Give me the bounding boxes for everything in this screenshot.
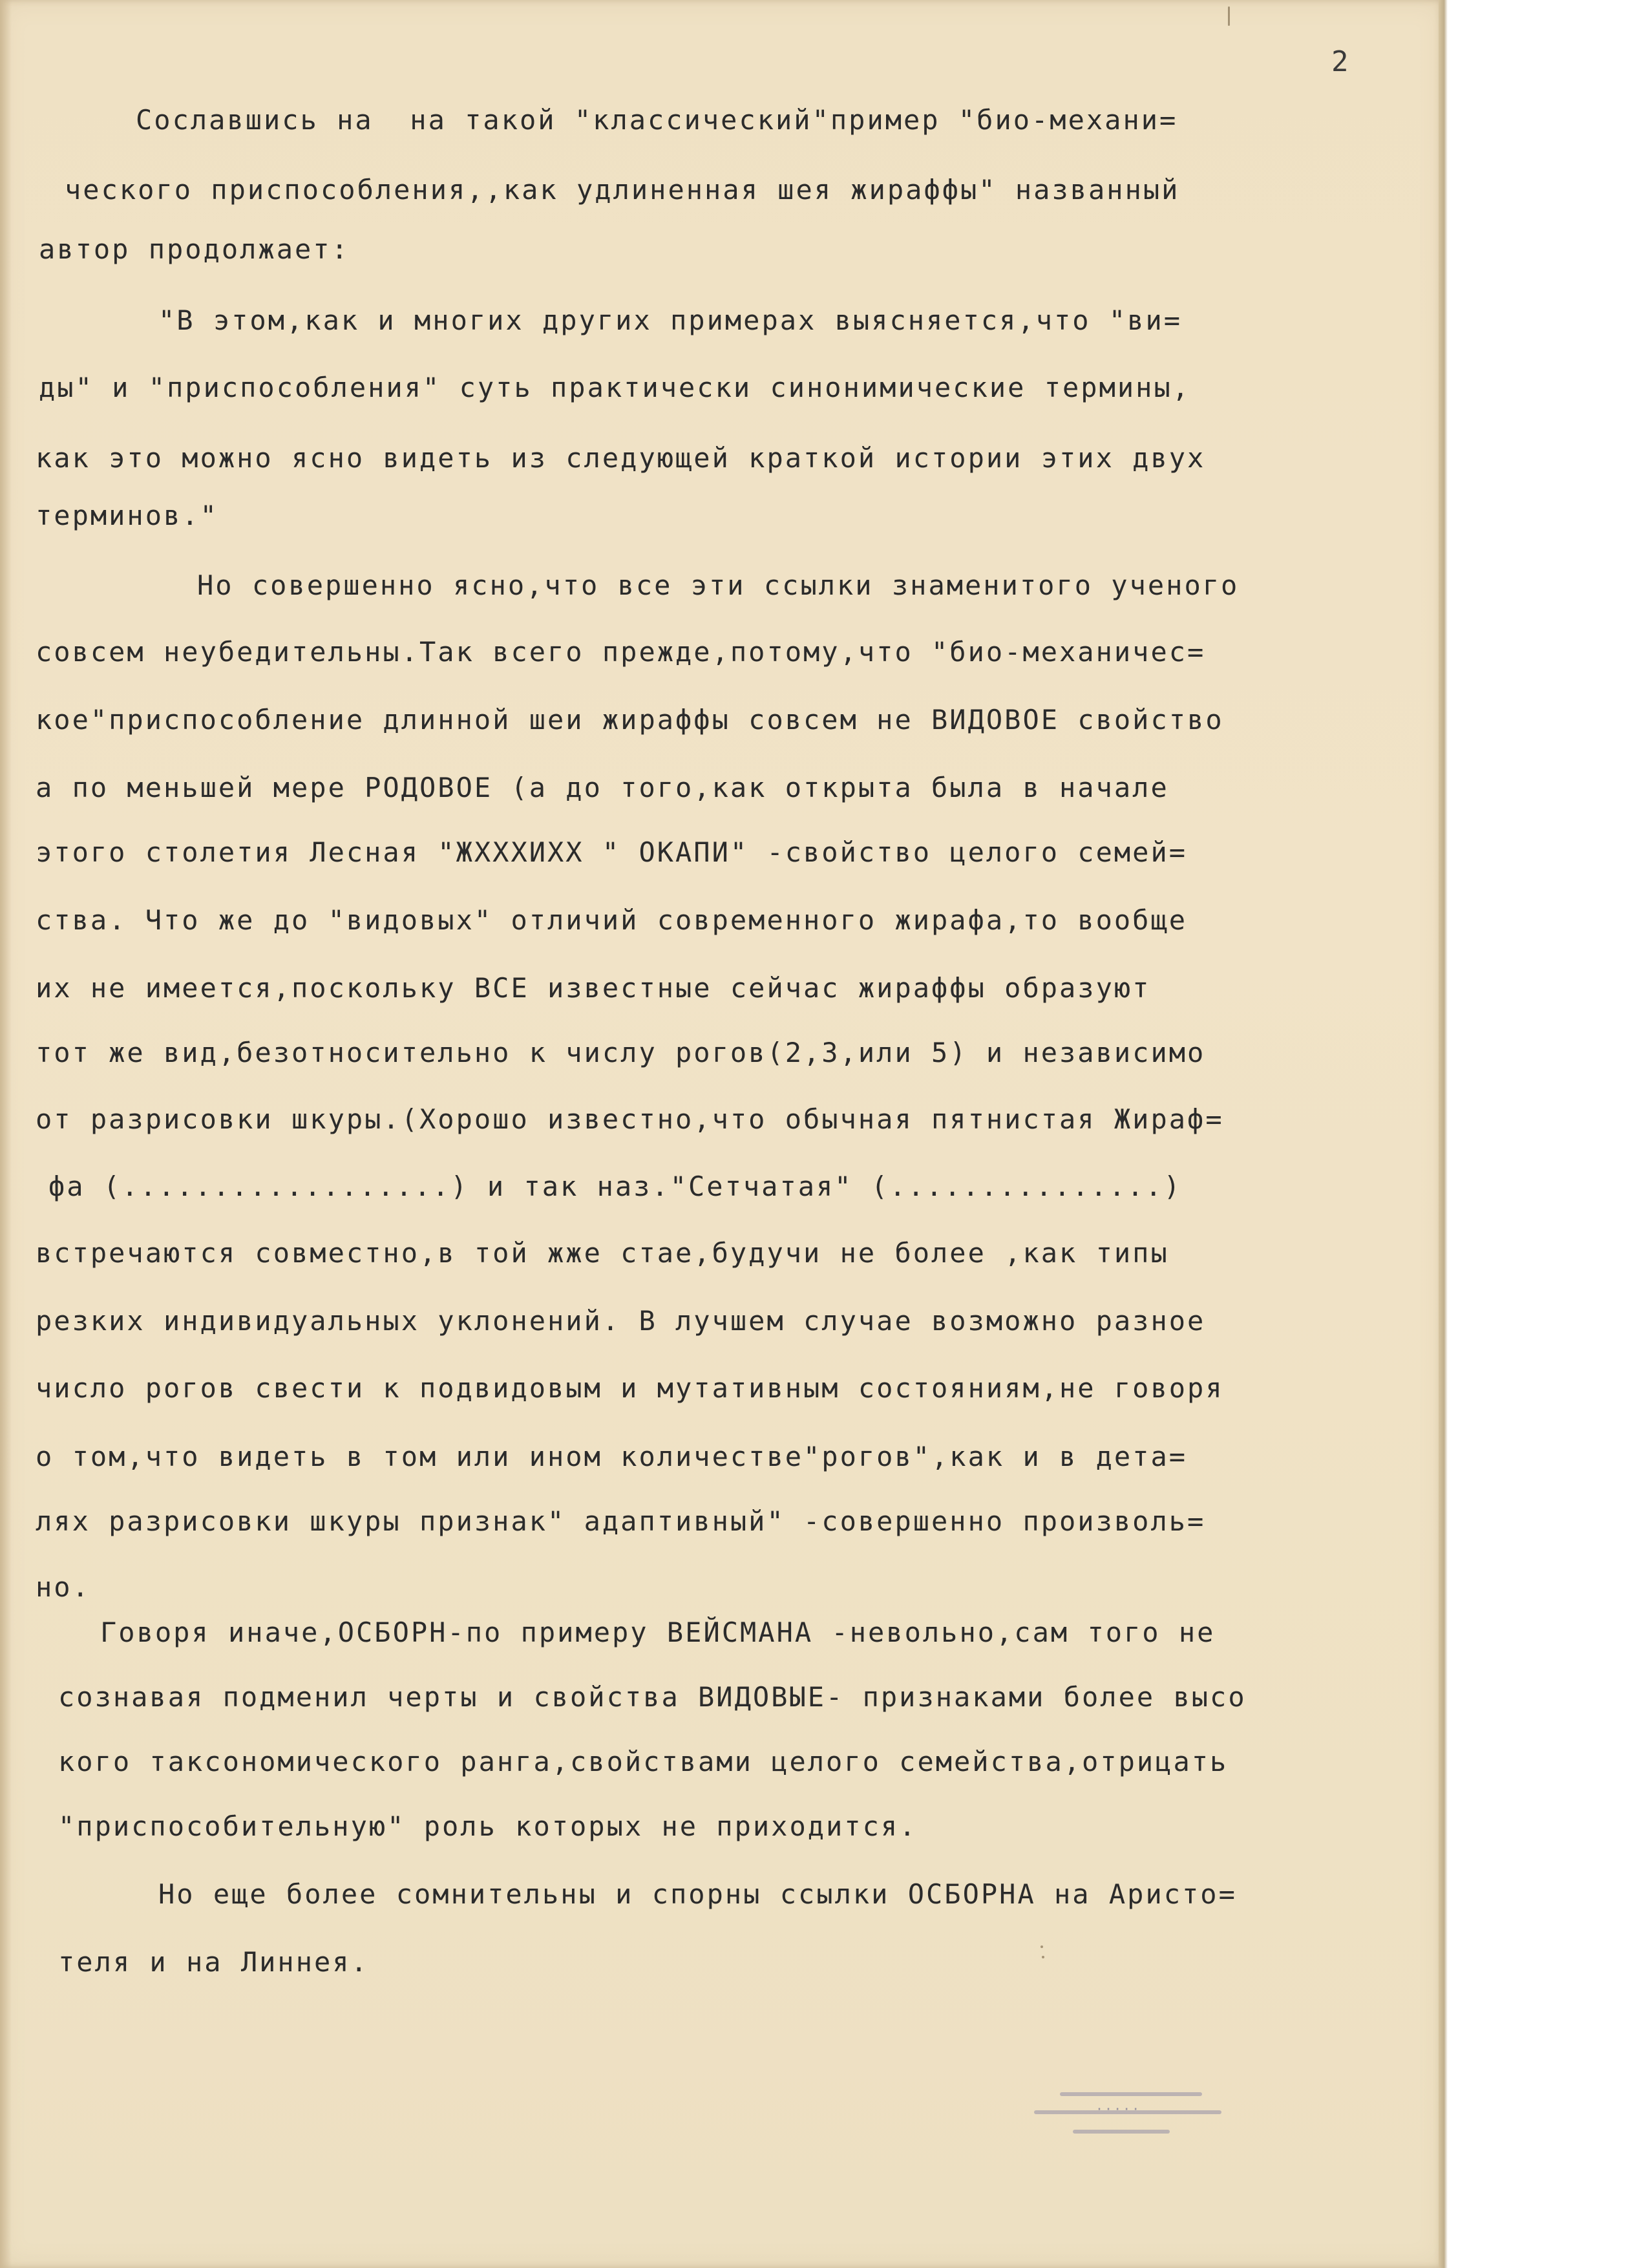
text-line: лях разрисовки шкуры признак" адаптивный" -совершенно произволь= (36, 1505, 1206, 1537)
text-line: ства. Что же до "видовых" отличий современного жирафа,то вообще (36, 904, 1188, 936)
text-line: резких индивидуальных уклонений. В лучшем случае возможно разное (36, 1305, 1206, 1337)
text-line: но. (36, 1571, 90, 1603)
paper-edge (1439, 0, 1448, 2268)
paper-speck (1041, 1945, 1043, 1948)
text-line: Сославшись на на такой "классический"пример "био-механи= (136, 104, 1178, 136)
text-line: теля и на Линнея. (58, 1946, 369, 1978)
text-line: как это можно ясно видеть из следующей краткой истории этих двух (36, 442, 1206, 474)
text-line: этого столетия Лесная "ЖХХХИХХ " ОКАПИ" -свойство целого семей= (36, 836, 1188, 868)
text-line: ческого приспособления,,как удлиненная шея жираффы" названный (65, 174, 1180, 206)
text-line: Но еще более сомнительны и спорны ссылки ОСБОРНА на Аристо= (158, 1878, 1237, 1910)
text-line: кого таксономического ранга,свойствами целого семейства,отрицать (58, 1746, 1229, 1777)
text-line: сознавая подменил черты и свойства ВИДОВЫЕ- признаками более высо (58, 1681, 1247, 1713)
text-line: "приспособительную" роль которых не приходится. (58, 1810, 918, 1842)
text-line: их не имеется,поскольку ВСЕ известные сейчас жираффы образуют (36, 972, 1151, 1004)
text-line: встречаются совместно,в той жже стае,будучи не более ,как типы (36, 1237, 1169, 1269)
text-line: автор продолжает: (39, 233, 350, 265)
text-line: тот же вид,безотносительно к числу рогов(2,3,или 5) и независимо (36, 1037, 1206, 1068)
page-number: 2 (1331, 45, 1349, 78)
text-line: совсем неубедительны.Так всего прежде,потому,что "био-механичес= (36, 636, 1206, 668)
text-line: терминов." (36, 500, 218, 531)
text-line: Говоря иначе,ОСБОРН-по примеру ВЕЙСМАНА -невольно,сам того не (100, 1616, 1216, 1648)
text-line: "В этом,как и многих других примерах выясняется,что "ви= (158, 304, 1183, 336)
text-line: Но совершенно ясно,что все эти ссылки знаменитого ученого (197, 569, 1240, 601)
text-line: число рогов свести к подвидовым и мутативным состояниям,не говоря (36, 1372, 1224, 1404)
paper-mark (1228, 6, 1230, 26)
text-line: от разрисовки шкуры.(Хорошо известно,что обычная пятнистая Жираф= (36, 1103, 1224, 1135)
text-line: о том,что видеть в том или ином количестве"рогов",как и в дета= (36, 1441, 1188, 1472)
paper-speck (1042, 1956, 1044, 1958)
text-line: фа (..................) и так наз."Сетчатая" (...............) (48, 1171, 1182, 1202)
text-line: ды" и "приспособления" суть практически синонимические термины, (39, 372, 1191, 403)
paper-fold (0, 0, 12, 2268)
text-line: а по меньшей мере РОДОВОЕ (а до того,как открыта была в начале (36, 772, 1169, 803)
faded-stamp: ····· (1034, 2084, 1228, 2143)
text-line: кое"приспособление длинной шеи жираффы совсем не ВИДОВОЕ свойство (36, 704, 1224, 736)
